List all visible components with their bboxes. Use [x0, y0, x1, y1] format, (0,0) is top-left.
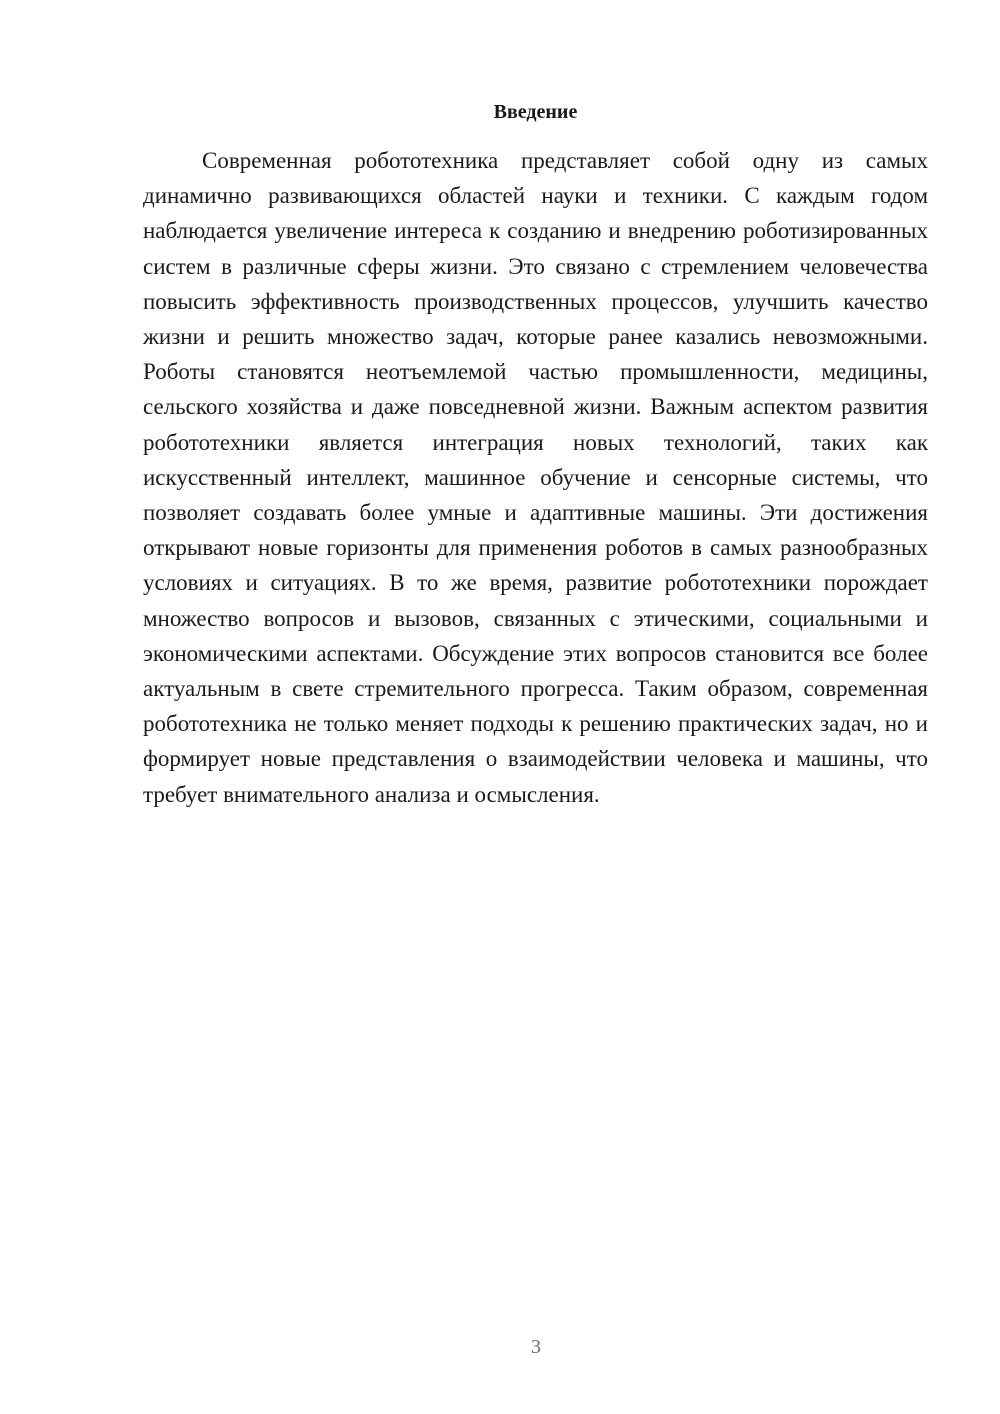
introduction-paragraph: Современная робототехника представляет собой одну из самых динамично развивающихся областей науки и техники. С каждым годом наблюдается увеличение интереса к созданию и внедрению роботизированных систем в различные сферы жизни. Это связано с стремлением человечества повысить эффективность производственных процессов, улучшить качество жизни и решить множество задач, которые ранее казались невозможными. Роботы становятся неотъемлемой частью промышленности, медицины, сельского хозяйства и даже повседневной жизни. Важным аспектом развития робототехники является интеграция новых технологий, таких как искусственный интеллект, машинное обучение и сенсорные системы, что позволяет создавать более умные и адаптивные машины. Эти достижения открывают новые горизонты для применения роботов в самых разнообразных условиях и ситуациях. В то же время, развитие робототехники порождает множество вопросов и вызовов, связанных с этическими, социальными и экономическими аспектами. Обсуждение этих вопросов становится все более актуальным в свете стремительного прогресса. Таким образом, современная робототехника не только меняет подходы к решению практических задач, но и формирует новые представления о взаимодействии человека и машины, что требует внимательного анализа и осмысления. — [143, 148, 928, 807]
section-heading: Введение — [493, 101, 578, 123]
page-number: 3 — [531, 1336, 541, 1358]
